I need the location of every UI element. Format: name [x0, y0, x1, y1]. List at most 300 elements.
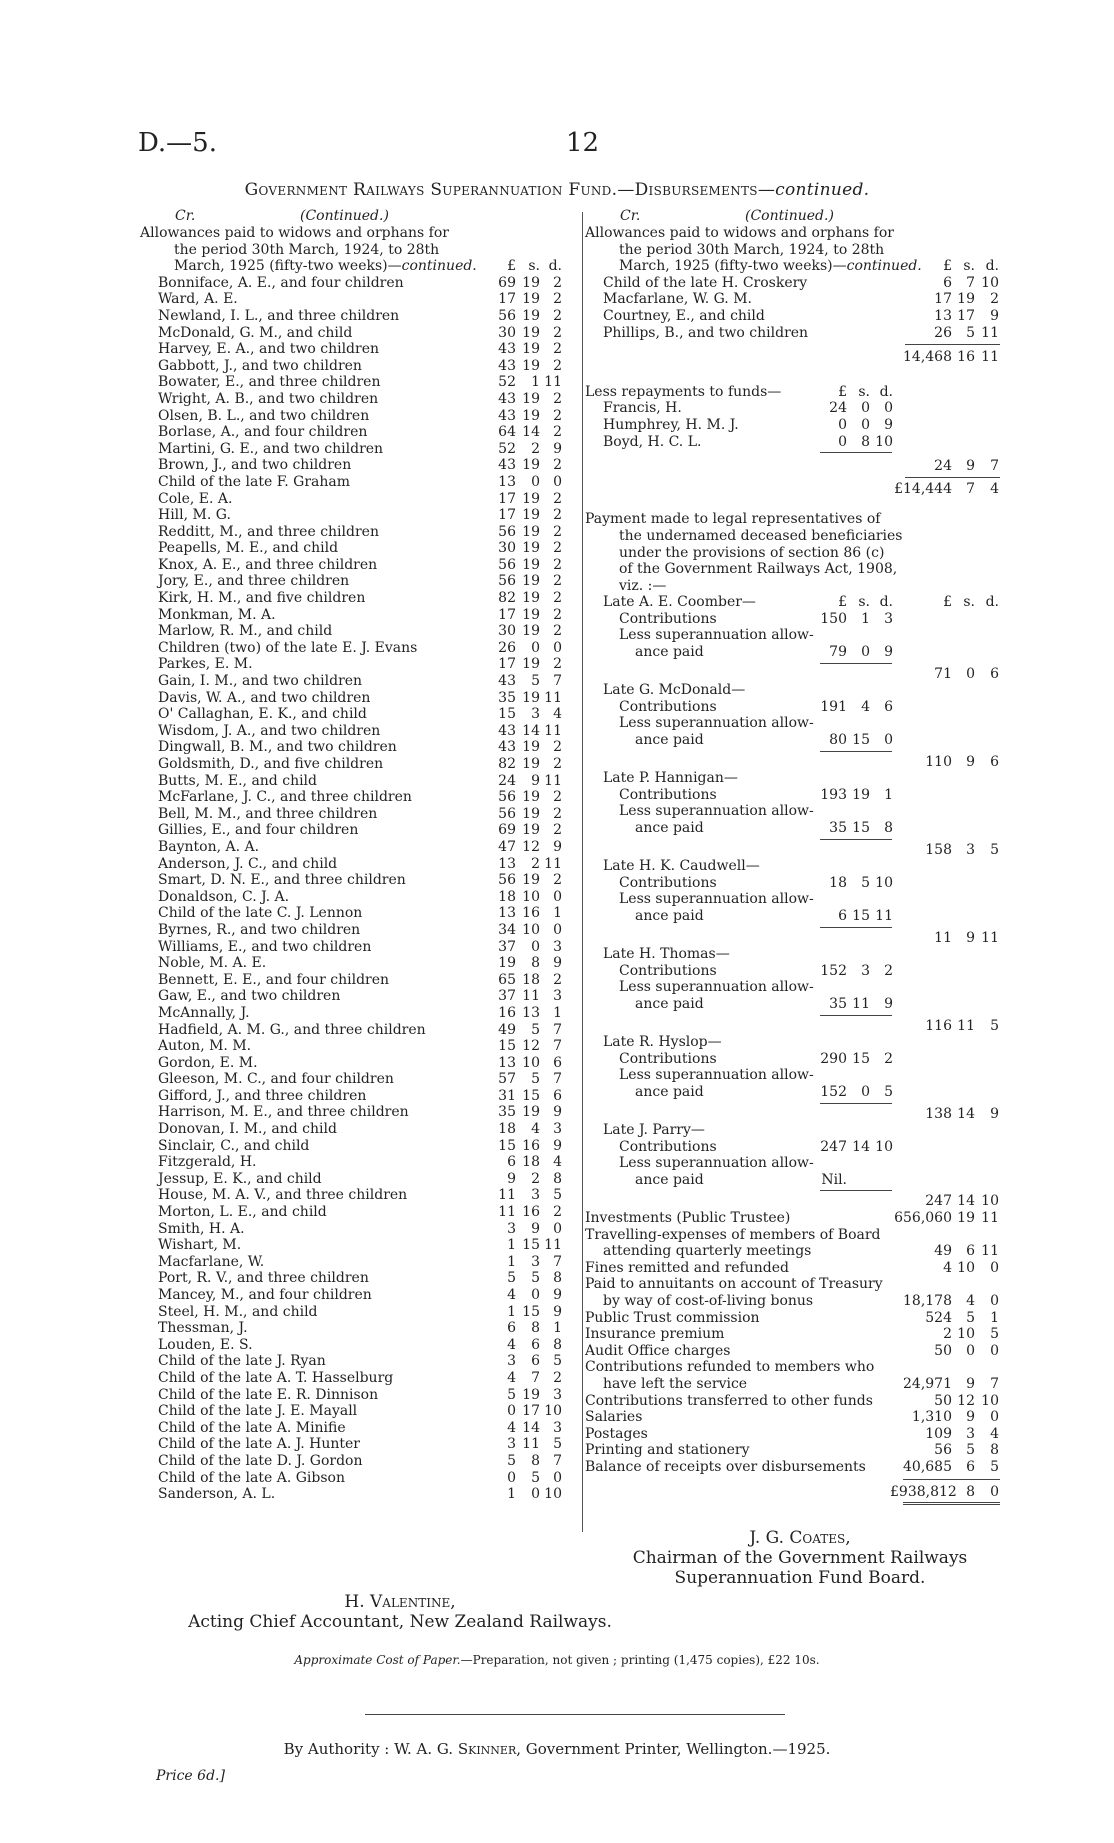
- amount-pounds: 49: [498, 1021, 516, 1038]
- beneficiary-name: Fitzgerald, H.: [158, 1154, 257, 1171]
- amount-pence: 3: [884, 610, 893, 627]
- right-intro-3: [619, 258, 922, 275]
- amount-shillings: 5: [531, 673, 540, 690]
- amount-shillings: 14: [522, 722, 540, 739]
- amount-pounds: 6: [507, 1320, 516, 1337]
- beneficiary-name: Phillips, B., and two children: [603, 324, 809, 341]
- amount-pence: 1: [553, 905, 562, 922]
- amount-pounds: 110: [925, 753, 952, 770]
- amount-pounds: 49: [934, 1243, 952, 1260]
- less-superannuation-row: [585, 627, 1015, 644]
- right-intro-2: the period 30th March, 1924, to 28th: [619, 241, 885, 258]
- amount-pence: 5: [990, 841, 999, 858]
- disbursement-label: Postages: [585, 1425, 648, 1442]
- page-number: 12: [566, 128, 600, 158]
- amount-shillings: 19: [522, 1386, 540, 1403]
- amount-shillings: 5: [966, 1442, 975, 1459]
- less-superannuation-label: Less superannuation allow-: [619, 803, 814, 820]
- amount-pounds: 13: [498, 1054, 516, 1071]
- beneficiary-name: Child of the late A. T. Hasselburg: [158, 1369, 394, 1386]
- amount-pence: 2: [553, 590, 562, 607]
- amount-pounds: 1,310: [911, 1409, 952, 1426]
- amount-pence: 1: [553, 1320, 562, 1337]
- amount-shillings: 19: [522, 805, 540, 822]
- amount-pounds: 24: [829, 400, 847, 417]
- less-total-pounds: 24: [934, 458, 952, 475]
- amount-pounds: 65: [498, 971, 516, 988]
- disbursement-label-cont: have left the service: [603, 1376, 748, 1392]
- table-row: [140, 706, 580, 723]
- amount-shillings: 5: [966, 324, 975, 341]
- table-row: [140, 988, 580, 1005]
- beneficiary-name: Morton, L. E., and child: [158, 1204, 327, 1221]
- table-row: [140, 1138, 580, 1155]
- amount-shillings: 19: [522, 739, 540, 756]
- beneficiary-name: Goldsmith, D., and five children: [158, 756, 384, 772]
- table-row: [140, 623, 580, 640]
- table-row: [140, 1071, 580, 1088]
- table-row: [140, 1486, 580, 1503]
- amount-pounds: 11: [934, 929, 952, 946]
- amount-shillings: 10: [522, 888, 540, 905]
- beneficiary-name: Jory, E., and three children: [158, 573, 350, 590]
- amount-shillings: 0: [531, 938, 540, 955]
- table-row: [140, 1187, 580, 1204]
- grand-total-pence: 0: [990, 1483, 999, 1500]
- amount-shillings: 19: [852, 786, 870, 803]
- beneficiary-name: Jessup, E. K., and child: [158, 1170, 322, 1187]
- contributions-row: [585, 963, 1015, 980]
- subtotal-shillings: 16: [957, 349, 975, 366]
- amount-pounds: 116: [925, 1017, 952, 1034]
- table-row: [140, 291, 580, 308]
- less-superannuation-row: [585, 1155, 1015, 1172]
- table-row: [585, 1293, 1015, 1310]
- amount-pence: 11: [544, 722, 562, 739]
- amount-pence: 9: [884, 995, 893, 1012]
- contributions-row: [585, 1051, 1015, 1068]
- table-row: [140, 573, 580, 590]
- beneficiary-name: Auton, M. M.: [158, 1038, 252, 1055]
- estate-total-row: [585, 930, 1015, 947]
- table-row: [140, 1154, 580, 1171]
- col-head-total-pence: d.: [985, 594, 999, 611]
- amount-pounds: 43: [498, 673, 516, 690]
- amount-shillings: 14: [522, 1419, 540, 1436]
- amount-pence: 2: [553, 424, 562, 441]
- beneficiary-name: Peapells, M. E., and child: [158, 540, 339, 557]
- less-superannuation-label: Less superannuation allow-: [619, 627, 814, 644]
- beneficiary-name: McDonald, G. M., and child: [158, 324, 353, 341]
- cost-note-text: —Preparation, not given ; printing (1,475 copies), £22 10s.: [460, 1653, 820, 1667]
- beneficiary-name: Child of the late A. J. Hunter: [158, 1436, 361, 1453]
- amount-shillings: 1: [531, 374, 540, 391]
- grand-total-row: [585, 1484, 1015, 1501]
- amount-shillings: 19: [522, 341, 540, 358]
- amount-shillings: 19: [522, 357, 540, 374]
- amount-pounds: 152: [820, 962, 847, 979]
- estate-rule: [820, 663, 892, 664]
- table-row: [140, 391, 580, 408]
- amount-shillings: 5: [531, 1469, 540, 1486]
- beneficiary-name: Child of the late C. J. Lennon: [158, 905, 363, 922]
- beneficiary-name: Wisdom, J. A., and two children: [158, 722, 381, 739]
- beneficiary-name: Child of the late D. J. Gordon: [158, 1452, 363, 1469]
- table-row: [140, 955, 580, 972]
- amount-shillings: 3: [531, 1187, 540, 1204]
- amount-pounds: 71: [934, 665, 952, 682]
- amount-pence: 3: [553, 1121, 562, 1138]
- right-intro-3-row: [585, 258, 1015, 275]
- amount-pounds: 19: [498, 955, 516, 972]
- amount-shillings: 19: [522, 606, 540, 623]
- less-superannuation-row: [585, 803, 1015, 820]
- amount-pence: 2: [553, 971, 562, 988]
- beneficiary-name: Port, R. V., and three children: [158, 1270, 369, 1287]
- amount-pence: 5: [553, 1353, 562, 1370]
- beneficiary-name: Cole, E. A.: [158, 490, 233, 507]
- less-repayments-title: Less repayments to funds—: [585, 383, 782, 400]
- amount-shillings: 14: [957, 1193, 975, 1210]
- amount-pence: 8: [553, 1336, 562, 1353]
- valentine-name: H. Valentine,: [344, 1592, 456, 1612]
- amount-pence: 9: [553, 1104, 562, 1121]
- price: Price 6d.]: [156, 1768, 225, 1784]
- amount-pence: 10: [875, 433, 893, 450]
- amount-pence: 9: [884, 416, 893, 433]
- amount-shillings: 10: [957, 1326, 975, 1343]
- beneficiary-name: Anderson, J. C., and child: [158, 855, 338, 872]
- net-total-pence: 4: [990, 480, 999, 497]
- amount-shillings: 13: [522, 1004, 540, 1021]
- estate-name: Late G. McDonald—: [603, 682, 746, 699]
- table-row: [585, 1426, 1015, 1443]
- amount-pounds: 1: [507, 1486, 516, 1503]
- amount-shillings: 19: [957, 1210, 975, 1227]
- amount-shillings: 19: [522, 556, 540, 573]
- less-total-row: [585, 458, 1015, 475]
- right-head-pounds: £: [943, 258, 952, 275]
- allowance-paid-label: ance paid: [635, 732, 704, 749]
- amount-shillings: 1: [861, 610, 870, 627]
- amount-shillings: 18: [522, 1154, 540, 1171]
- left-intro-3: [174, 258, 477, 275]
- amount-pounds: 4: [507, 1369, 516, 1386]
- amount-shillings: 15: [852, 732, 870, 749]
- amount-shillings: 9: [966, 753, 975, 770]
- amount-pence: 4: [990, 1425, 999, 1442]
- spacer: [585, 450, 1015, 458]
- amount-pounds: Nil.: [821, 1171, 847, 1188]
- misc-disbursements: [585, 1210, 1015, 1476]
- disbursement-label: Printing and stationery: [585, 1442, 750, 1459]
- amount-shillings: 5: [531, 1021, 540, 1038]
- amount-pounds: 47: [498, 838, 516, 855]
- amount-pounds: 30: [498, 324, 516, 341]
- amount-pounds: 35: [498, 1104, 516, 1121]
- amount-shillings: 11: [957, 1017, 975, 1034]
- beneficiary-name: Bell, M. M., and three children: [158, 805, 378, 822]
- amount-shillings: 8: [531, 1452, 540, 1469]
- amount-pounds: 52: [498, 374, 516, 391]
- allowance-paid-label: ance paid: [635, 644, 704, 661]
- amount-shillings: 17: [522, 1403, 540, 1420]
- contributions-row: [585, 611, 1015, 628]
- beneficiary-name: Child of the late F. Graham: [158, 473, 351, 490]
- amount-shillings: 16: [522, 1204, 540, 1221]
- beneficiary-name: Baynton, A. A.: [158, 838, 260, 855]
- estate-rule: [820, 751, 892, 752]
- table-row: [585, 1260, 1015, 1277]
- estate-name: Late A. E. Coomber—: [603, 594, 756, 611]
- amount-pence: 5: [990, 1458, 999, 1475]
- less-total-shillings: 9: [966, 458, 975, 475]
- amount-pence: 2: [553, 457, 562, 474]
- amount-shillings: 2: [531, 1170, 540, 1187]
- table-row: [585, 400, 1015, 417]
- table-row: [585, 417, 1015, 434]
- amount-pounds: 52: [498, 440, 516, 457]
- table-row: [140, 1436, 580, 1453]
- right-continued-label: (Continued.): [745, 208, 834, 224]
- right-head-shillings: s.: [963, 258, 975, 275]
- beneficiary-name: Sinclair, C., and child: [158, 1137, 310, 1154]
- table-row: [140, 540, 580, 557]
- disbursement-label-cont: attending quarterly meetings: [603, 1243, 812, 1260]
- amount-pence: 0: [553, 921, 562, 938]
- table-row: [140, 856, 580, 873]
- estate-total-row: [585, 1193, 1015, 1210]
- amount-pence: 6: [553, 1054, 562, 1071]
- beneficiary-name: Child of the late A. Minifie: [158, 1419, 346, 1436]
- amount-shillings: 19: [522, 324, 540, 341]
- amount-pence: 0: [553, 639, 562, 656]
- grand-total-shillings: 8: [966, 1483, 975, 1500]
- table-row: [140, 1420, 580, 1437]
- amount-shillings: 19: [522, 490, 540, 507]
- beneficiary-name: Martini, G. E., and two children: [158, 440, 384, 457]
- left-intro-3-text: March, 1925 (fifty-two weeks)—: [174, 258, 402, 275]
- amount-shillings: 6: [966, 1243, 975, 1260]
- amount-shillings: 3: [531, 1253, 540, 1270]
- table-row: [585, 1459, 1015, 1476]
- estate-name-row: [585, 946, 1015, 963]
- contributions-label: Contributions: [619, 1138, 717, 1155]
- beneficiary-name: Smith, H. A.: [158, 1220, 245, 1237]
- table-row: [140, 1254, 580, 1271]
- allowance-paid-label: ance paid: [635, 907, 704, 924]
- left-head-pounds: £: [507, 258, 516, 275]
- amount-pence: 0: [553, 1469, 562, 1486]
- beneficiary-name: Redditt, M., and three children: [158, 523, 379, 540]
- table-row: [140, 607, 580, 624]
- beneficiary-name: Child of the late E. R. Dinnison: [158, 1386, 379, 1403]
- amount-pounds: 158: [925, 841, 952, 858]
- amount-shillings: 16: [522, 1137, 540, 1154]
- amount-shillings: 0: [966, 665, 975, 682]
- amount-shillings: 16: [522, 905, 540, 922]
- amount-pence: 2: [553, 1204, 562, 1221]
- amount-pence: 10: [875, 874, 893, 891]
- table-row: [140, 308, 580, 325]
- title-main: Government Railways Superannuation Fund.: [244, 180, 618, 200]
- amount-pence: 7: [553, 1021, 562, 1038]
- cost-note: [0, 1653, 1114, 1667]
- amount-pounds: 290: [820, 1050, 847, 1067]
- amount-shillings: 9: [966, 1376, 975, 1392]
- table-row: [140, 1270, 580, 1287]
- amount-pounds: 4: [943, 1259, 952, 1276]
- amount-shillings: 3: [861, 962, 870, 979]
- table-row: [140, 739, 580, 756]
- amount-shillings: 19: [522, 507, 540, 524]
- disbursement-label: Contributions transferred to other funds: [585, 1392, 873, 1409]
- col-head-total-shillings: s.: [963, 594, 975, 611]
- beneficiary-name: Noble, M. A. E.: [158, 955, 267, 972]
- beneficiary-name: Children (two) of the late E. J. Evans: [158, 639, 418, 656]
- disbursement-label: Investments (Public Trustee): [585, 1210, 791, 1227]
- estate-name: Late P. Hannigan—: [603, 770, 738, 787]
- allowance-paid-row: [585, 908, 1015, 925]
- amount-shillings: 0: [861, 400, 870, 417]
- net-rule: [905, 477, 1000, 478]
- document-code: D.—5.: [138, 128, 217, 158]
- table-row: [585, 1376, 1015, 1393]
- amount-pounds: 5: [507, 1386, 516, 1403]
- amount-pounds: 656,060: [894, 1210, 952, 1227]
- amount-pence: 4: [553, 706, 562, 723]
- amount-pounds: 56: [498, 307, 516, 324]
- amount-shillings: 2: [531, 440, 540, 457]
- beneficiary-name: Newland, I. L., and three children: [158, 307, 400, 324]
- table-row: [140, 474, 580, 491]
- estate-name: Late H. Thomas—: [603, 946, 730, 963]
- amount-pounds: 56: [498, 789, 516, 806]
- amount-shillings: 7: [966, 274, 975, 291]
- amount-pence: 10: [544, 1403, 562, 1420]
- amount-pence: 11: [875, 907, 893, 924]
- table-row: [140, 1370, 580, 1387]
- contributions-label: Contributions: [619, 962, 717, 979]
- amount-pence: 9: [553, 1303, 562, 1320]
- amount-pounds: 18: [829, 874, 847, 891]
- beneficiary-name: Child of the late A. Gibson: [158, 1469, 345, 1486]
- amount-shillings: 0: [966, 1342, 975, 1359]
- table-row: [585, 1343, 1015, 1360]
- amount-pounds: 30: [498, 623, 516, 640]
- repayment-name: Francis, H.: [603, 400, 682, 417]
- amount-pence: 2: [553, 307, 562, 324]
- authority-lead: By Authority :: [283, 1740, 390, 1758]
- right-intro-1: Allowances paid to widows and orphans for: [585, 225, 894, 241]
- amount-pence: 2: [553, 390, 562, 407]
- beneficiary-name: Thessman, J.: [158, 1320, 248, 1337]
- table-row: [585, 308, 1015, 325]
- amount-pence: 9: [990, 307, 999, 324]
- beneficiary-name: Wright, A. B., and two children: [158, 390, 379, 407]
- table-row: [140, 673, 580, 690]
- beneficiary-name: Williams, E., and two children: [158, 938, 372, 955]
- beneficiary-name: Wishart, M.: [158, 1237, 242, 1254]
- subtotal-pence: 11: [981, 349, 999, 366]
- table-row: [140, 408, 580, 425]
- amount-shillings: 8: [531, 955, 540, 972]
- amount-shillings: 15: [852, 1050, 870, 1067]
- amount-shillings: 11: [522, 1436, 540, 1453]
- grand-total-pounds: £938,812: [890, 1483, 957, 1500]
- table-row: [140, 341, 580, 358]
- table-row: [140, 690, 580, 707]
- table-row: [140, 358, 580, 375]
- amount-pounds: 247: [820, 1138, 847, 1155]
- net-total-pounds: £14,444: [894, 480, 952, 497]
- amount-pence: 2: [553, 623, 562, 640]
- amount-pence: 8: [553, 1170, 562, 1187]
- table-row: [140, 640, 580, 657]
- less-superannuation-label: Less superannuation allow-: [619, 1067, 814, 1084]
- table-row: [140, 1320, 580, 1337]
- payment-intro: [585, 511, 1015, 594]
- amount-shillings: 0: [531, 639, 540, 656]
- table-row: [140, 789, 580, 806]
- amount-shillings: 19: [522, 689, 540, 706]
- amount-pounds: 11: [498, 1204, 516, 1221]
- amount-shillings: 10: [957, 1259, 975, 1276]
- beneficiary-name: Child of the late H. Croskery: [603, 274, 808, 291]
- beneficiary-name: Courtney, E., and child: [603, 307, 765, 324]
- amount-pounds: 26: [934, 324, 952, 341]
- coates-title-2: Superannuation Fund Board.: [674, 1568, 926, 1588]
- amount-shillings: 19: [522, 590, 540, 607]
- amount-pounds: 56: [498, 805, 516, 822]
- repayment-name: Humphrey, H. M. J.: [603, 416, 739, 433]
- table-row: [585, 1276, 1015, 1293]
- spacer: [585, 341, 1015, 349]
- amount-pence: 5: [884, 1083, 893, 1100]
- amount-pounds: 4: [507, 1287, 516, 1303]
- amount-pounds: 524: [925, 1309, 952, 1326]
- amount-shillings: 9: [966, 1409, 975, 1426]
- disbursement-label-cont: by way of cost-of-living bonus: [603, 1293, 814, 1310]
- payment-intro-line: the undernamed deceased beneficiaries: [619, 527, 903, 544]
- amount-pence: 10: [981, 274, 999, 291]
- beneficiary-name: Macfarlane, W.: [158, 1253, 265, 1270]
- beneficiary-name: Bowater, E., and three children: [158, 374, 381, 391]
- beneficiary-name: Steel, H. M., and child: [158, 1303, 318, 1320]
- amount-pounds: 0: [507, 1469, 516, 1486]
- table-row: [585, 1210, 1015, 1227]
- contributions-row: [585, 875, 1015, 892]
- table-row: [140, 905, 580, 922]
- amount-pounds: 9: [507, 1170, 516, 1187]
- amount-pounds: 15: [498, 1137, 516, 1154]
- amount-shillings: 15: [852, 907, 870, 924]
- amount-pence: 2: [553, 789, 562, 806]
- table-row: [140, 1022, 580, 1039]
- left-column: [140, 208, 580, 1503]
- beneficiary-name: Gleeson, M. C., and four children: [158, 1071, 394, 1088]
- amount-pounds: 0: [507, 1403, 516, 1420]
- amount-shillings: 19: [522, 523, 540, 540]
- amount-pence: 0: [553, 1220, 562, 1237]
- amount-pounds: 4: [507, 1336, 516, 1353]
- less-superannuation-label: Less superannuation allow-: [619, 1155, 814, 1172]
- estate-name: Late H. K. Caudwell—: [603, 858, 760, 875]
- amount-pounds: 69: [498, 822, 516, 839]
- cost-note-lead: Approximate Cost of Paper.: [294, 1653, 461, 1667]
- amount-pence: 0: [884, 732, 893, 749]
- beneficiary-name: Ward, A. E.: [158, 291, 238, 308]
